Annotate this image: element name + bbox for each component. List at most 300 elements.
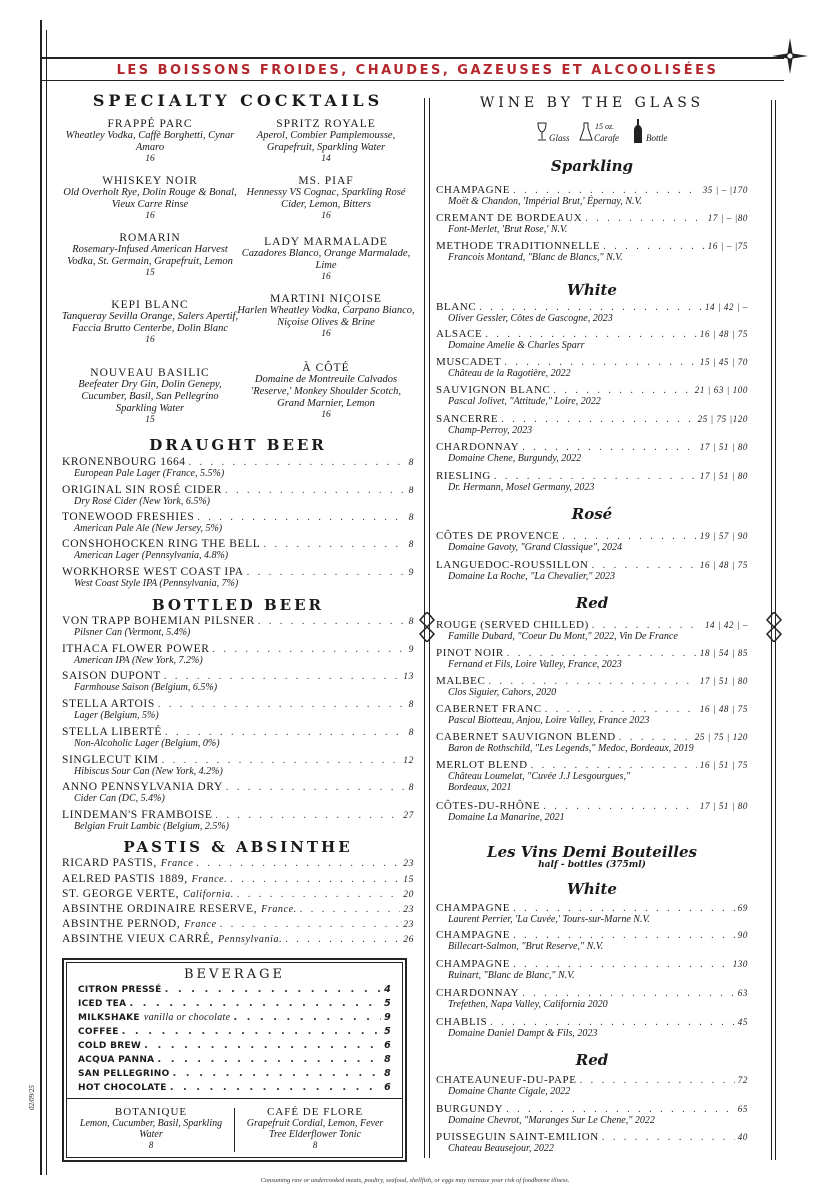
beverage-rule — [66, 1098, 403, 1099]
left-border-inner — [46, 30, 47, 1175]
item-name: ICED TEA — [78, 999, 127, 1009]
beverage-mini-divider — [234, 1108, 235, 1152]
dot-leader — [216, 810, 401, 821]
menu-item — [62, 643, 414, 666]
item-name: MUSCADET — [436, 356, 502, 368]
menu-item — [62, 566, 414, 589]
item-name: SAISON DUPONT — [62, 670, 161, 682]
dot-leader — [531, 760, 697, 771]
item-price: 20 — [403, 890, 414, 900]
item-line — [62, 726, 414, 738]
item-description: Chateau Beausejour, 2022 — [448, 1143, 554, 1154]
item-price: 8 — [408, 513, 414, 523]
item-description: Billecart-Salmon, "Brut Reserve," N.V. — [448, 941, 604, 952]
item-description: Ruinart, "Blanc de Blanc," N.V. — [448, 970, 575, 981]
item-description: Domaine Chevrot, "Maranges Sur Le Chene," 2022 — [448, 1115, 655, 1126]
dot-leader — [165, 984, 381, 995]
item-price: 63 — [737, 988, 748, 998]
legend-glass: Glass — [549, 133, 570, 143]
menu-item — [78, 1026, 391, 1037]
dot-leader — [173, 1068, 382, 1079]
menu-item — [436, 328, 748, 351]
item-name: ANNO PENNSYLVANIA DRY — [62, 781, 223, 793]
dot-leader — [247, 567, 406, 578]
item-line — [436, 328, 748, 340]
cocktail-price: 16 — [321, 272, 331, 282]
dot-leader — [237, 889, 400, 900]
item-price: 16 | 51 | 75 — [699, 760, 748, 770]
item-description: Baron de Rothschild, "Les Legends," Medoc, Bordeaux, 2019 — [448, 743, 694, 754]
cocktail-name: MS. PIAF — [298, 175, 354, 187]
menu-item — [62, 918, 414, 930]
item-line — [62, 754, 414, 766]
dot-leader — [562, 531, 697, 542]
menu-item — [436, 929, 748, 952]
dot-leader — [233, 1012, 381, 1023]
item-description: Belgian Fruit Lambic (Belgium, 2.5%) — [74, 821, 229, 832]
item-description: Cider Can (DC, 5.4%) — [74, 793, 165, 804]
item-price: 17 | – |80 — [707, 213, 748, 223]
cocktail-item — [236, 118, 416, 165]
menu-item — [436, 470, 748, 493]
dot-leader — [122, 1026, 381, 1037]
legend-carafe-oz: 15 oz. — [595, 122, 615, 131]
dot-leader — [144, 1040, 381, 1051]
item-description: Famille Dubard, "Coeur Du Mont," 2022, Vin De France — [448, 631, 678, 642]
menu-item — [436, 675, 748, 698]
dot-leader — [479, 302, 702, 313]
item-line — [62, 484, 414, 496]
item-line — [62, 456, 414, 468]
item-name: CHARDONNAY — [436, 441, 520, 453]
menu-item — [78, 998, 391, 1009]
menu-item — [62, 484, 414, 507]
item-line — [436, 731, 748, 743]
item-price: 27 — [403, 811, 414, 821]
cocktail-item — [236, 362, 416, 421]
item-line — [436, 1016, 748, 1028]
item-line — [436, 703, 748, 715]
item-origin: France — [184, 919, 217, 930]
menu-item — [62, 888, 414, 900]
item-line — [62, 511, 414, 523]
right-ornament-icon — [765, 612, 783, 642]
menu-item — [62, 857, 414, 869]
item-price: 6 — [384, 1040, 391, 1051]
item-note: vanilla or chocolate — [143, 1012, 231, 1023]
item-line — [62, 933, 414, 945]
item-name: BLANC — [436, 301, 477, 313]
item-origin: France — [160, 858, 194, 869]
item-line — [62, 809, 414, 821]
dot-leader — [522, 442, 697, 453]
cocktail-desc: Harlen Wheatley Vodka, Carpano Bianco, Niçoise Olives & Brine — [237, 305, 415, 328]
item-price: 19 | 57 | 90 — [699, 531, 748, 541]
menu-item — [62, 698, 414, 721]
item-name: CABERNET SAUVIGNON BLEND — [436, 731, 616, 743]
item-line — [436, 1103, 748, 1115]
item-name: STELLA ARTOIS — [62, 698, 155, 710]
item-origin: Pennsylvania. — [218, 934, 283, 945]
item-name: COLD BREW — [78, 1041, 142, 1051]
item-line — [62, 903, 414, 915]
sparkling-title: Sparkling — [550, 157, 634, 175]
cocktail-name: NOUVEAU BASILIC — [90, 367, 210, 379]
dot-leader — [507, 648, 697, 659]
item-price: 17 | 51 | 80 — [699, 801, 748, 811]
item-line — [62, 643, 414, 655]
wine-glass-icon — [536, 122, 548, 142]
cocktail-name: LADY MARMALADE — [264, 236, 388, 248]
item-price: 4 — [384, 984, 391, 995]
header-title: LES BOISSONS FROIDES, CHAUDES, GAZEUSES ET ALCOOLISÉES — [116, 63, 719, 78]
item-name: TONEWOOD FRESHIES — [62, 511, 195, 523]
beverage-title: BEVERAGE — [184, 967, 285, 982]
cocktail-item — [236, 236, 416, 283]
menu-item — [436, 184, 748, 207]
menu-item — [436, 356, 748, 379]
item-description: West Coast Style IPA (Pennsylvania, 7%) — [74, 578, 239, 589]
dot-leader — [504, 357, 697, 368]
item-name: CHARDONNAY — [436, 987, 520, 999]
cocktail-desc: Beefeater Dry Gin, Dolin Genepy, Cucumber, Basil, San Pellegrino Sparkling Water — [78, 379, 222, 414]
item-name: VON TRAPP BOHEMIAN PILSNER — [62, 615, 255, 627]
menu-item — [62, 538, 414, 561]
item-description: Château de la Ragotière, 2022 — [448, 368, 571, 379]
item-description: Domaine Amelie & Charles Sparr — [448, 340, 585, 351]
item-line — [436, 301, 748, 313]
item-description: Fernand et Fils, Loire Valley, France, 2023 — [448, 659, 622, 670]
item-line — [436, 530, 748, 542]
item-description: Dr. Hermann, Mosel Germany, 2023 — [448, 482, 595, 493]
item-description: Farmhouse Saison (Belgium, 6.5%) — [74, 682, 218, 693]
botanique-name: BOTANIQUE — [114, 1106, 188, 1118]
item-description: Non-Alcoholic Lager (Belgium, 0%) — [74, 738, 220, 749]
item-description: Pilsner Can (Vermont, 5.4%) — [74, 627, 191, 638]
menu-item — [436, 619, 748, 642]
cocktail-desc: Cazadores Blanco, Orange Marmalade, Lime — [241, 248, 411, 271]
item-description: American IPA (New York, 7.2%) — [74, 655, 203, 666]
cocktail-name: À CÔTÉ — [302, 362, 350, 374]
item-description: Château Loumelat, "Cuvée J.J Lesgourgues," — [448, 771, 631, 782]
dot-leader — [220, 919, 401, 930]
item-line — [78, 1068, 391, 1079]
item-price: 9 — [384, 1012, 391, 1023]
item-name: SAN PELLEGRINO — [78, 1069, 170, 1079]
item-origin: California. — [183, 889, 234, 900]
item-description: Domaine La Manarine, 2021 — [448, 812, 565, 823]
item-line — [62, 918, 414, 930]
item-price: 25 | 75 | 120 — [694, 732, 748, 742]
item-name: SANCERRE — [436, 413, 499, 425]
item-price: 8 — [408, 540, 414, 550]
item-line — [436, 929, 748, 941]
demi-title: Les Vins Demi Bouteilles — [487, 843, 697, 861]
cocktail-desc: Domaine de Montreuile Calvados 'Reserve,' Monkey Shoulder Scotch, Grand Marnier, Lemon — [251, 374, 401, 409]
item-description: American Lager (Pennsylvania, 4.8%) — [74, 550, 229, 561]
dot-leader — [506, 1104, 735, 1115]
menu-item — [436, 987, 748, 1010]
item-name: CHAMPAGNE — [436, 929, 511, 941]
item-line — [78, 1012, 391, 1023]
date-code: 02/09/25 — [28, 1085, 36, 1110]
demi-red-title: Red — [575, 1051, 609, 1069]
item-name: PUISSEGUIN SAINT-EMILION — [436, 1131, 599, 1143]
item-line — [436, 413, 748, 425]
item-line — [436, 902, 748, 914]
item-price: 16 | 48 | 75 — [699, 329, 748, 339]
dot-leader — [545, 704, 697, 715]
item-price: 14 | 42 | – — [704, 620, 748, 630]
cafe-name: CAFÉ DE FLORE — [266, 1106, 364, 1118]
item-name: AELRED PASTIS 1889, — [62, 873, 188, 885]
dot-leader — [603, 241, 705, 252]
dot-leader — [513, 903, 735, 914]
dot-leader — [189, 457, 406, 468]
item-description: Laurent Perrier, 'La Cuvée,' Tours-sur-Marne N.V. — [448, 914, 650, 925]
item-name: COFFEE — [78, 1027, 119, 1037]
item-line — [62, 781, 414, 793]
dot-leader — [285, 934, 400, 945]
item-price: 40 — [737, 1132, 748, 1142]
item-price: 35 | – |170 — [702, 185, 748, 195]
item-description: Pascal Jolivet, "Attitude," Loire, 2022 — [448, 396, 601, 407]
item-name: ORIGINAL SIN ROSÉ CIDER — [62, 484, 222, 496]
menu-item — [78, 1012, 391, 1023]
menu-item — [62, 873, 414, 885]
item-origin: France. — [191, 874, 228, 885]
item-description: European Pale Lager (France, 5.5%) — [74, 468, 225, 479]
item-price: 26 — [403, 935, 414, 945]
menu-item — [436, 212, 748, 235]
item-line — [436, 240, 748, 252]
item-price: 8 — [384, 1054, 391, 1065]
legend-bottle: Bottle — [646, 133, 668, 143]
item-line — [436, 675, 748, 687]
cocktail-item — [236, 175, 416, 222]
item-price: 25 | 75 |120 — [697, 414, 748, 424]
dot-leader — [230, 874, 400, 885]
dot-leader — [543, 801, 697, 812]
item-name: RIESLING — [436, 470, 491, 482]
item-price: 18 | 54 | 85 — [699, 648, 748, 658]
item-line — [436, 441, 748, 453]
item-price: 21 | 63 | 100 — [694, 385, 748, 395]
carafe-icon — [579, 122, 593, 142]
cocktail-item — [236, 293, 416, 340]
item-description: Domaine Chene, Burgundy, 2022 — [448, 453, 582, 464]
item-price: 12 — [403, 756, 414, 766]
item-line — [436, 470, 748, 482]
item-name: CHABLIS — [436, 1016, 488, 1028]
cocktail-name: KEPI BLANC — [111, 299, 189, 311]
item-line — [436, 384, 748, 396]
cafe-de-flore-block — [240, 1106, 390, 1150]
item-line — [78, 1054, 391, 1065]
item-price: 17 | 51 | 80 — [699, 442, 748, 452]
item-name: MERLOT BLEND — [436, 759, 528, 771]
cocktail-price: 16 — [321, 410, 331, 420]
menu-item — [436, 530, 748, 553]
item-description: Lager (Belgium, 5%) — [74, 710, 159, 721]
item-price: 90 — [737, 930, 748, 940]
item-description: Domaine Gavoty, "Grand Classique", 2024 — [448, 542, 622, 553]
cocktail-desc: Tanqueray Sevilla Orange, Salers Apertif, Faccia Brutto Centerbe, Dolin Blanc — [61, 311, 239, 334]
item-line — [78, 1082, 391, 1093]
menu-item — [436, 800, 748, 823]
menu-item — [436, 1131, 748, 1154]
item-name: ITHACA FLOWER POWER — [62, 643, 210, 655]
item-description: Clos Siguier, Cahors, 2020 — [448, 687, 557, 698]
menu-item — [62, 903, 414, 915]
dot-leader — [300, 904, 401, 915]
item-name: LANGUEDOC-ROUSSILLON — [436, 559, 589, 571]
item-line — [436, 559, 748, 571]
dot-leader — [513, 185, 700, 196]
item-name: CÔTES DE PROVENCE — [436, 530, 560, 542]
dot-leader — [263, 539, 405, 550]
item-name: BURGUNDY — [436, 1103, 504, 1115]
item-name: KRONENBOURG 1664 — [62, 456, 186, 468]
cafe-price: 8 — [312, 1140, 318, 1150]
item-description: Champ-Perroy, 2023 — [448, 425, 533, 436]
item-line — [78, 1040, 391, 1051]
menu-item — [436, 902, 748, 925]
menu-item — [62, 781, 414, 804]
item-price: 17 | 51 | 80 — [699, 676, 748, 686]
wine-title: WINE BY THE GLASS — [479, 95, 705, 111]
item-price: 13 — [403, 672, 414, 682]
item-line — [62, 873, 414, 885]
item-price: 8 — [408, 783, 414, 793]
dot-leader — [602, 1132, 735, 1143]
cocktail-price: 16 — [145, 154, 155, 164]
item-price: 15 — [403, 875, 414, 885]
dot-leader — [165, 727, 406, 738]
cocktail-name: FRAPPÉ PARC — [107, 118, 193, 130]
menu-item — [78, 1040, 391, 1051]
item-price: 8 — [408, 458, 414, 468]
cocktail-name: WHISKEY NOIR — [102, 175, 198, 187]
dot-leader — [585, 213, 705, 224]
item-name: LINDEMAN'S FRAMBOISE — [62, 809, 213, 821]
dot-leader — [197, 512, 405, 523]
item-line — [436, 184, 748, 196]
dot-leader — [494, 471, 697, 482]
bottle-icon — [633, 118, 643, 144]
botanique-desc: Lemon, Cucumber, Basil, Sparkling Water — [79, 1118, 223, 1140]
item-line — [62, 698, 414, 710]
item-price: 8 — [408, 728, 414, 738]
item-description: Trefethen, Napa Valley, California 2020 — [448, 999, 608, 1010]
item-price: 17 | 51 | 80 — [699, 471, 748, 481]
item-description-2: Bordeaux, 2021 — [448, 782, 512, 793]
dot-leader — [592, 560, 697, 571]
left-border-outer — [40, 20, 42, 1175]
dot-leader — [619, 732, 692, 743]
pastis-title: PASTIS & ABSINTHE — [123, 838, 353, 856]
dot-leader — [196, 858, 400, 869]
item-name: ABSINTHE ORDINAIRE RESERVE, — [62, 903, 258, 915]
item-line — [62, 888, 414, 900]
menu-item — [62, 933, 414, 945]
item-line — [436, 356, 748, 368]
dot-leader — [592, 620, 702, 631]
dot-leader — [162, 755, 401, 766]
dot-leader — [170, 1082, 381, 1093]
dot-leader — [553, 385, 691, 396]
item-description: Hibiscus Sour Can (New York, 4.2%) — [74, 766, 223, 777]
menu-item — [62, 456, 414, 479]
item-name: SAUVIGNON BLANC — [436, 384, 551, 396]
item-price: 16 | 48 | 75 — [699, 560, 748, 570]
legend-carafe: Carafe — [594, 133, 620, 143]
item-name: CABERNET FRANC — [436, 703, 542, 715]
item-line — [436, 759, 748, 771]
item-price: 5 — [384, 998, 391, 1009]
dot-leader — [490, 1017, 735, 1028]
wine-legend — [536, 118, 696, 148]
item-line — [78, 1026, 391, 1037]
item-description: Pascal Biotteau, Anjou, Loire Valley, France 2023 — [448, 715, 650, 726]
cocktail-item — [60, 299, 240, 346]
menu-item — [436, 759, 748, 793]
cocktail-desc: Wheatley Vodka, Caffè Borghetti, Cynar Amaro — [65, 130, 235, 153]
item-price: 45 — [737, 1017, 748, 1027]
footer-disclaimer: Consuming raw or undercooked meats, poultry, seafood, shellfish, or eggs may increase your risk of foodborne illness. — [260, 1177, 570, 1184]
item-line — [62, 538, 414, 550]
item-description: Domaine Chante Cigale, 2022 — [448, 1086, 571, 1097]
item-price: 9 — [408, 645, 414, 655]
cocktail-price: 15 — [145, 268, 155, 278]
item-name: MALBEC — [436, 675, 486, 687]
item-price: 15 | 45 | 70 — [699, 357, 748, 367]
item-name: SINGLECUT KIM — [62, 754, 159, 766]
dot-leader — [164, 671, 400, 682]
item-price: 8 — [384, 1068, 391, 1079]
cocktail-item — [60, 232, 240, 279]
cocktail-item — [60, 175, 240, 222]
item-line — [62, 615, 414, 627]
dot-leader — [580, 1075, 735, 1086]
dot-leader — [258, 616, 406, 627]
item-line — [436, 619, 748, 631]
menu-item — [62, 726, 414, 749]
item-price: 72 — [737, 1075, 748, 1085]
item-name: ACQUA PANNA — [78, 1055, 155, 1065]
item-origin: France. — [261, 904, 297, 915]
bottled-title: BOTTLED BEER — [151, 596, 325, 614]
cocktail-desc: Aperol, Combier Pamplemousse, Grapefruit, Sparkling Water — [256, 130, 396, 153]
item-price: 8 — [408, 700, 414, 710]
menu-item — [62, 754, 414, 777]
menu-item — [78, 1068, 391, 1079]
item-name: CÔTES-DU-RHÔNE — [436, 800, 541, 812]
draught-title: DRAUGHT BEER — [149, 436, 327, 454]
item-description: Domaine Daniel Dampt & Fils, 2023 — [448, 1028, 598, 1039]
item-line — [62, 566, 414, 578]
menu-item — [436, 647, 748, 670]
white-title: White — [567, 281, 617, 299]
cocktail-desc: Rosemary-Infused American Harvest Vodka, St. Germain, Grapefruit, Lemon — [67, 244, 233, 267]
item-price: 14 | 42 | – — [704, 302, 748, 312]
menu-item — [78, 984, 391, 995]
item-price: 8 — [408, 617, 414, 627]
item-line — [436, 987, 748, 999]
dot-leader — [212, 644, 405, 655]
dot-leader — [522, 988, 735, 999]
rose-title: Rosé — [571, 505, 613, 523]
